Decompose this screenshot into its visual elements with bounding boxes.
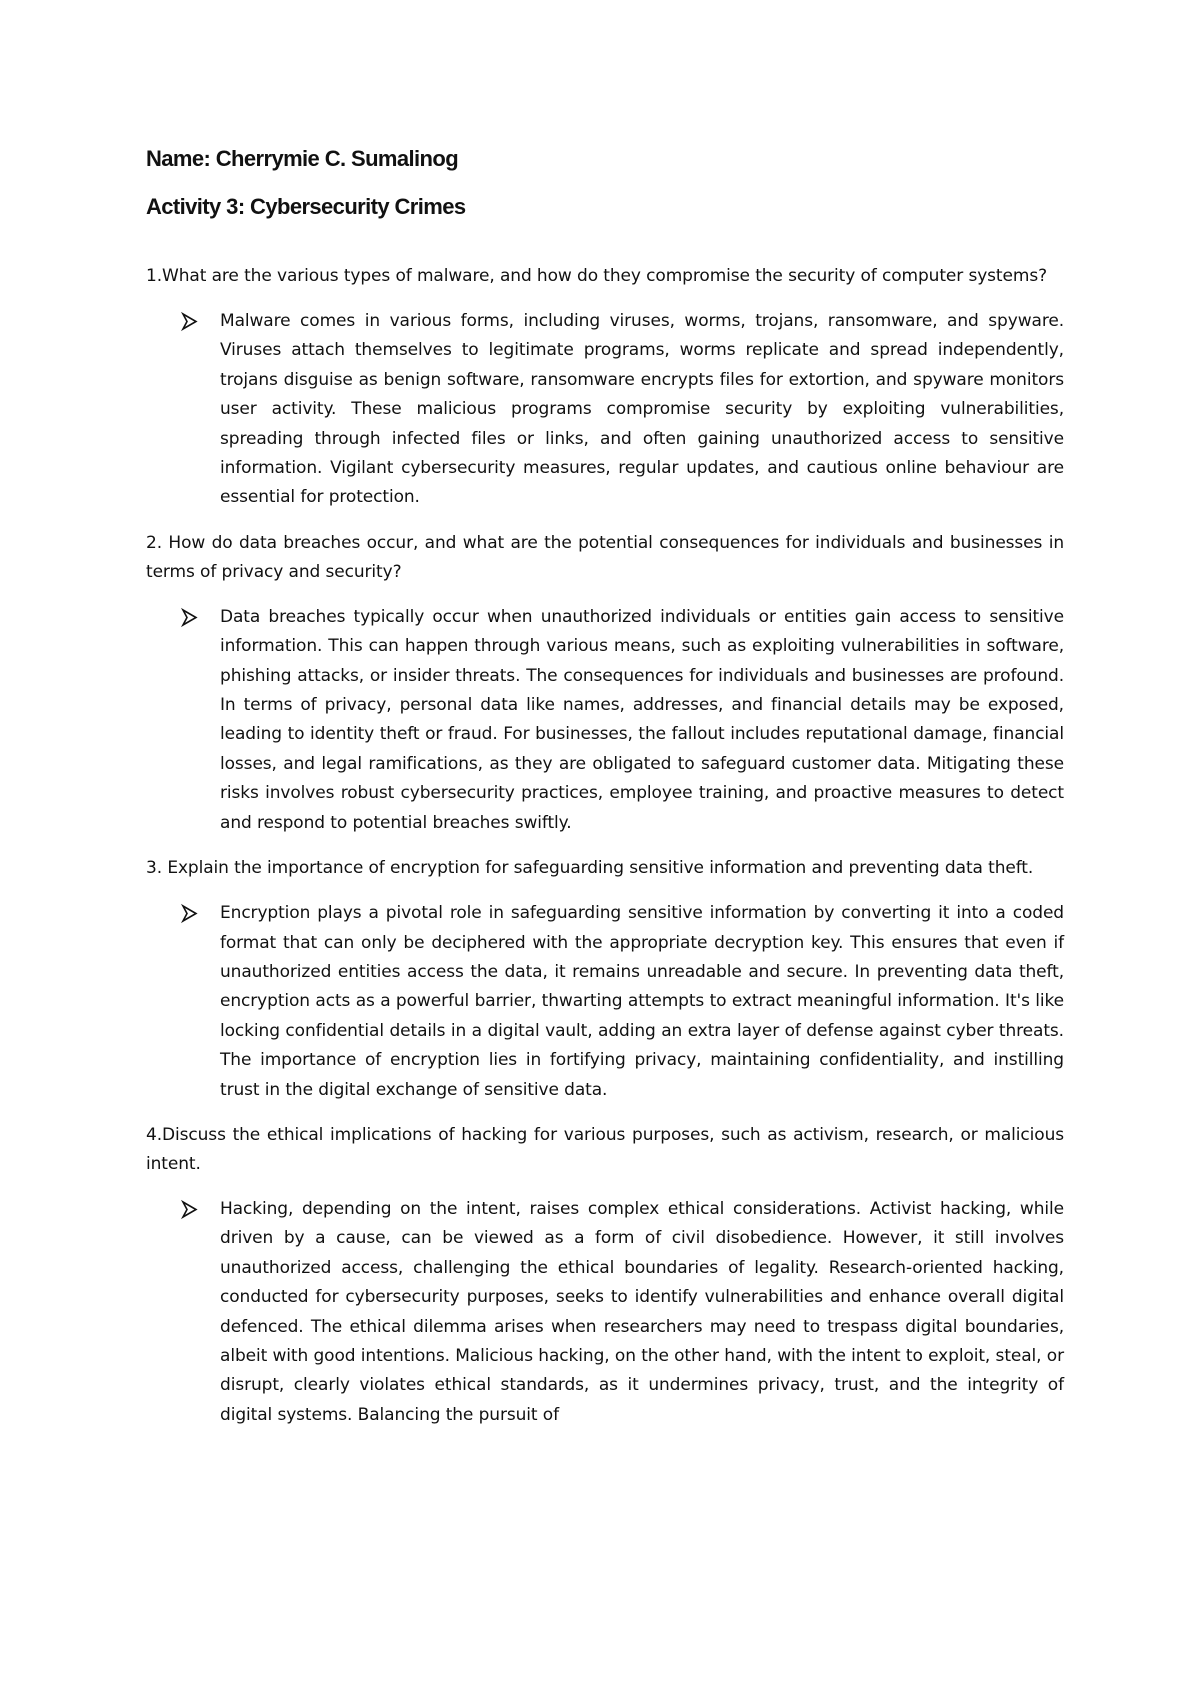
answer-1-text: Malware comes in various forms, including viruses, worms, trojans, ransomware, and spyware. Viruses attach themselves to legitimate programs, worms replicate and spread independently, trojans disguise as benign software, ransomware encrypts files for extortion, and spyware monitors user activity. These malicious programs compromise security by exploiting vulnerabilities, spreading through infected files or links, and often gaining unauthorized access to sensitive information. Vigilant cybersecurity measures, regular updates, and cautious online behaviour are essential for protection. [220,311,1064,508]
answer-2-text: Data breaches typically occur when unauthorized individuals or entities gain access to sensitive information. This can happen through various means, such as exploiting vulnerabilities in software, phishing attacks, or insider threats. The consequences for individuals and businesses are profound. In terms of privacy, personal data like names, addresses, and financial details may be exposed, leading to identity theft or fraud. For businesses, the fallout includes reputational damage, financial losses, and legal ramifications, as they are obligated to safeguard customer data. Mitigating these risks involves robust cybersecurity practices, employee training, and proactive measures to detect and respond to potential breaches swiftly. [220,606,1064,833]
answer-4-text: Hacking, depending on the intent, raises complex ethical considerations. Activist hacking, while driven by a cause, can be viewed as a form of civil disobedience. However, it still involves unauthorized access, challenging the ethical boundaries of legality. Research-oriented hacking, conducted for cybersecurity purposes, seeks to identify vulnerabilities and enhance overall digital defenced. The ethical dilemma arises when researchers may need to trespass digital boundaries, albeit with good intentions. Malicious hacking, on the other hand, with the intent to exploit, steal, or disrupt, clearly violates ethical standards, as it undermines privacy, trust, and the integrity of digital systems. Balancing the pursuit of [220,1198,1064,1425]
arrowhead-bullet-icon [180,307,200,336]
arrowhead-bullet-icon [180,899,200,928]
arrowhead-bullet-icon [180,1195,200,1224]
question-3: 3. Explain the importance of encryption for safeguarding sensitive information and preventing data theft. [146,858,1034,879]
question-1: 1.What are the various types of malware, and how do they compromise the security of computer systems? [146,266,1047,286]
answer-1 [146,307,1064,513]
answer-4 [146,1195,1064,1430]
answer-3 [146,899,1064,1105]
document-body [146,146,1064,1446]
question-2: 2. How do data breaches occur, and what are the potential consequences for individuals and businesses in terms of privacy and security? [146,532,1064,582]
arrowhead-bullet-icon [180,603,200,632]
activity-title: Activity 3: Cybersecurity Crimes [146,194,466,219]
answer-2 [146,603,1064,838]
answer-3-text: Encryption plays a pivotal role in safeguarding sensitive information by converting it into a coded format that can only be deciphered with the appropriate decryption key. This ensures that even if unauthorized entities access the data, it remains unreadable and secure. In preventing data theft, encryption acts as a powerful barrier, thwarting attempts to extract meaningful information. It's like locking confidential details in a digital vault, adding an extra layer of defense against cyber threats. The importance of encryption lies in fortifying privacy, maintaining confidentiality, and instilling trust in the digital exchange of sensitive data. [220,903,1064,1100]
question-4: 4.Discuss the ethical implications of hacking for various purposes, such as activism, research, or malicious intent. [146,1124,1064,1174]
student-name: Name: Cherrymie C. Sumalinog [146,146,459,171]
